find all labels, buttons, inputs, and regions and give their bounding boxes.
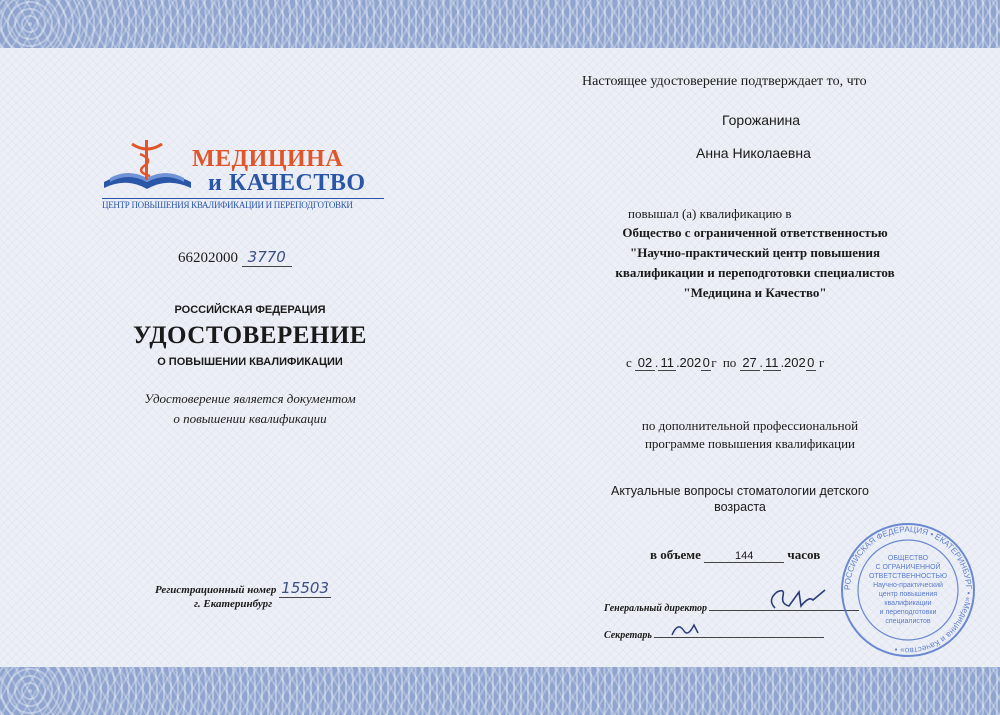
serial-prefix: 66202000 xyxy=(178,250,238,266)
note-line1: Удостоверение является документом xyxy=(144,391,356,406)
city-label: г. Екатеринбург xyxy=(194,598,273,610)
secretary-field xyxy=(604,627,824,641)
stamp-inner-8: специалистов xyxy=(885,618,931,625)
director-label: Генеральный директор xyxy=(604,603,707,614)
secretary-signature xyxy=(668,617,708,641)
course-line1: Актуальные вопросы стоматологии детского xyxy=(611,484,869,498)
given-name: Анна Николаевна xyxy=(696,145,811,161)
reg-label: Регистрационный номер xyxy=(155,584,277,596)
note-line2: о повышении квалификации xyxy=(173,411,327,426)
to-label: по xyxy=(722,355,737,370)
program-line2: программе повышения квалификации xyxy=(644,436,856,451)
program-line1: по дополнительной профессиональной xyxy=(641,418,859,433)
stamp-inner-7: и переподготовки xyxy=(879,609,937,616)
document-subtitle: О ПОВЫШЕНИИ КВАЛИФИКАЦИИ xyxy=(157,356,343,368)
stamp-inner-2: С ОГРАНИЧЕННОЙ xyxy=(875,564,941,571)
organization-line1: Общество с ограниченной ответственностью xyxy=(622,225,888,240)
from-month: 11 xyxy=(658,355,676,371)
hours-value: 144 xyxy=(704,550,784,563)
organization-line3: квалификации и переподготовки специалистов xyxy=(615,265,895,280)
stamp-inner-5: центр повышения xyxy=(878,591,938,598)
top-guilloche-band xyxy=(0,0,1000,48)
from-year-prefix: 202 xyxy=(679,355,702,370)
to-month: 11 xyxy=(763,355,781,371)
logo-line2: и КАЧЕСТВО xyxy=(208,170,366,196)
caduceus-book-icon xyxy=(100,134,195,196)
from-year-handwritten: 0 xyxy=(702,355,710,370)
study-period: с 02 . 11 .2020г по 27 . 11 .2020 г xyxy=(626,355,825,370)
to-day: 27 xyxy=(740,355,760,371)
logo xyxy=(100,132,385,212)
organization-line4: "Медицина и Качество" xyxy=(683,285,827,300)
volume-label: в объеме xyxy=(650,547,701,562)
volume xyxy=(650,547,820,563)
reg-number-handwritten: 15503 xyxy=(279,579,331,598)
from-year-suffix: г xyxy=(711,355,717,370)
to-year-handwritten: 0 xyxy=(807,355,815,370)
country-label: РОССИЙСКАЯ ФЕДЕРАЦИЯ xyxy=(174,304,326,316)
official-stamp xyxy=(838,520,978,660)
organization-line2: "Научно-практический центр повышения xyxy=(629,245,881,260)
stamp-inner-3: ОТВЕТСТВЕННОСТЬЮ xyxy=(868,573,948,580)
from-day: 02 xyxy=(635,355,655,371)
stamp-inner-6: квалификации xyxy=(884,600,932,607)
director-signature xyxy=(765,586,835,616)
stamp-outer-text: РОССИЙСКАЯ ФЕДЕРАЦИЯ • ЕКАТЕРИНБУРГ • «Медицина и Качество» • xyxy=(842,524,974,656)
surname: Горожанина xyxy=(722,112,801,128)
stamp-inner-1: ОБЩЕСТВО xyxy=(887,555,929,562)
svg-text:РОССИЙСКАЯ ФЕДЕРАЦИЯ • ЕКАТЕРИ xyxy=(843,525,973,655)
hours-label: часов xyxy=(787,547,821,562)
logo-line1: МЕДИЦИНА xyxy=(192,146,344,172)
registration-number xyxy=(155,579,331,598)
secretary-label: Секретарь xyxy=(604,630,652,641)
serial-number xyxy=(178,248,292,267)
course-line2: возраста xyxy=(714,500,766,514)
document-title: УДОСТОВЕРЕНИЕ xyxy=(133,322,367,349)
to-year-suffix: г xyxy=(819,355,825,370)
qualified-text: повышал (а) квалификацию в xyxy=(628,206,792,221)
logo-subtitle: ЦЕНТР ПОВЫШЕНИЯ КВАЛИФИКАЦИИ И ПЕРЕПОДГОТОВКИ xyxy=(102,198,384,210)
serial-handwritten: 3770 xyxy=(242,248,292,267)
stamp-inner-4: Научно-практический xyxy=(873,582,943,589)
intro-text: Настоящее удостоверение подтверждает то, что xyxy=(582,74,867,89)
to-year-prefix: 202 xyxy=(784,355,806,370)
from-label: с xyxy=(626,355,632,370)
bottom-guilloche-band xyxy=(0,667,1000,715)
